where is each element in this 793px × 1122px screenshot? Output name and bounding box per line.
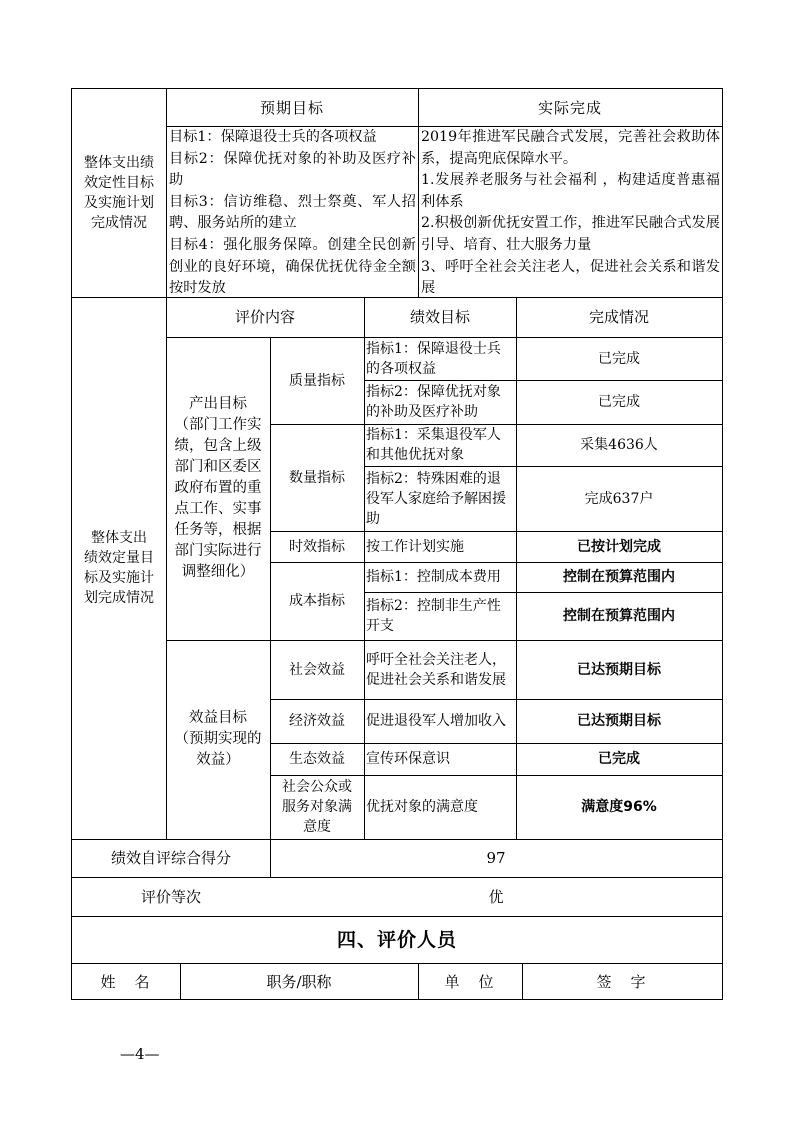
timeliness-indicator-label: 时效指标 xyxy=(289,538,345,555)
grid-line xyxy=(364,592,723,593)
grid-line xyxy=(364,297,365,839)
timeliness-indicator-status: 已按计划完成 xyxy=(577,538,661,555)
qualitative-row-label: 整体支出绩 效定性目标 及实施计划 完成情况 xyxy=(84,155,154,231)
grid-line xyxy=(166,640,723,641)
evaluation-content-header: 评价内容 xyxy=(234,308,295,326)
table-border-top xyxy=(71,88,723,89)
table-border-bottom xyxy=(71,999,723,1000)
grid-line xyxy=(270,699,723,700)
column-name-header: 姓 名 xyxy=(100,972,152,991)
grid-line xyxy=(516,297,517,839)
grid-line xyxy=(166,126,723,127)
grid-line xyxy=(522,963,523,1000)
quantity-indicator-1-target: 指标1：采集退役军人和其他优抚对象 xyxy=(366,427,501,463)
quality-indicator-2-target: 指标2：保障优抚对象的补助及医疗补助 xyxy=(366,384,501,420)
performance-target-header: 绩效目标 xyxy=(409,308,470,326)
quality-indicator-1-target: 指标1：保障退役士兵的各项权益 xyxy=(366,340,501,377)
benefit-target-text: 效益目标 （预期实现的效益） xyxy=(174,710,262,768)
economic-benefit-status: 已达预期目标 xyxy=(577,713,661,729)
completion-status-header: 完成情况 xyxy=(588,308,649,326)
grid-line xyxy=(166,337,723,338)
quality-indicator-1-status: 已完成 xyxy=(598,350,640,367)
satisfaction-status: 满意度96% xyxy=(581,799,657,815)
economic-benefit-label: 经济效益 xyxy=(289,713,345,729)
output-target-text: 产出目标 （部门工作实绩，包含上级部门和区委区政府布置的重点工作、实事任务等，根据部门实际进行调整细化） xyxy=(174,396,262,580)
ecology-benefit-target: 宣传环保意识 xyxy=(366,751,450,767)
grid-line xyxy=(270,531,723,532)
grid-line xyxy=(270,743,723,744)
grid-line xyxy=(364,380,723,381)
grid-line xyxy=(270,424,723,425)
quality-indicator-2-status: 已完成 xyxy=(598,394,640,410)
grid-line xyxy=(270,337,271,877)
cost-indicator-2-status: 控制在预算范围内 xyxy=(563,608,675,624)
grid-line xyxy=(71,963,723,964)
grid-line xyxy=(364,466,723,467)
grid-line xyxy=(180,963,181,1000)
cost-indicator-2-target: 指标2：控制非生产性开支 xyxy=(366,598,501,634)
output-target-label xyxy=(166,337,270,640)
grid-line xyxy=(71,297,723,298)
grid-line xyxy=(418,88,419,297)
section-4-title: 四、评价人员 xyxy=(336,928,457,951)
actual-completion-text: 2019年推进军民融合式发展，完善社会救助体系，提高兜底保障水平。 1.发展养老服务与社会福利 ，构建适度普惠福利体系 2.积极创新优抚安置工作，推进军民融合式发展引导、培育、壮大服务力量 3、呼吁全社会关注老人，促进社会关系和谐发展 xyxy=(421,129,720,297)
self-score-label: 绩效自评综合得分 xyxy=(110,849,231,867)
grid-line xyxy=(71,916,723,917)
quantity-indicator-label: 数量指标 xyxy=(289,469,345,486)
benefit-target-label xyxy=(166,640,270,839)
self-score-value: 97 xyxy=(486,849,506,867)
column-unit-header: 单 位 xyxy=(444,972,496,991)
grid-line xyxy=(270,562,723,563)
social-benefit-label: 社会效益 xyxy=(289,661,345,678)
timeliness-indicator-target: 按工作计划实施 xyxy=(366,538,464,555)
grid-line xyxy=(71,839,723,840)
cost-indicator-label: 成本指标 xyxy=(289,593,345,609)
quantity-indicator-2-status: 完成637户 xyxy=(584,490,654,507)
column-sign-header: 签 字 xyxy=(596,972,648,991)
quantity-indicator-2-target: 指标2：特殊困难的退役军人家庭给予解困援助 xyxy=(366,470,506,527)
expected-goal-header: 预期目标 xyxy=(259,98,324,117)
social-benefit-target: 呼吁全社会关注老人，促进社会关系和谐发展 xyxy=(366,651,506,688)
grid-line xyxy=(270,775,723,776)
table-border-left xyxy=(71,88,72,1000)
cost-indicator-1-target: 指标1：控制成本费用 xyxy=(366,569,501,585)
page-number: —4— xyxy=(120,1045,160,1063)
quality-indicator-label: 质量指标 xyxy=(289,372,345,389)
actual-completion-header: 实际完成 xyxy=(537,98,602,117)
economic-benefit-target: 促进退役军人增加收入 xyxy=(366,713,506,729)
evaluation-grade-value: 优 xyxy=(488,887,504,906)
column-title-header: 职务/职称 xyxy=(266,972,332,991)
quantity-indicator-1-status: 采集4636人 xyxy=(580,437,658,453)
evaluation-grade-label: 评价等次 xyxy=(140,887,201,906)
expected-goals-text: 目标1：保障退役士兵的各项权益 目标2：保障优抚对象的补助及医疗补助 目标3：信访维稳、烈士祭奠、军人招聘、服务站所的建立 目标4：强化服务保障。创建全民创新创业的良好环境，确保优抚优待金全额按时发放 xyxy=(169,129,416,297)
social-benefit-status: 已达预期目标 xyxy=(577,661,661,678)
quantitative-row-label: 整体支出 绩效定量目 标及实施计 划完成情况 xyxy=(84,530,154,606)
grid-line xyxy=(418,963,419,1000)
cost-indicator-1-status: 控制在预算范围内 xyxy=(563,569,675,585)
grid-line xyxy=(166,297,167,839)
satisfaction-target: 优抚对象的满意度 xyxy=(366,799,478,815)
table-border-right xyxy=(722,88,723,1000)
ecology-benefit-label: 生态效益 xyxy=(289,751,345,767)
satisfaction-label: 社会公众或 服务对象满 意度 xyxy=(282,779,352,835)
ecology-benefit-status: 已完成 xyxy=(598,751,640,767)
grid-line xyxy=(71,877,723,878)
